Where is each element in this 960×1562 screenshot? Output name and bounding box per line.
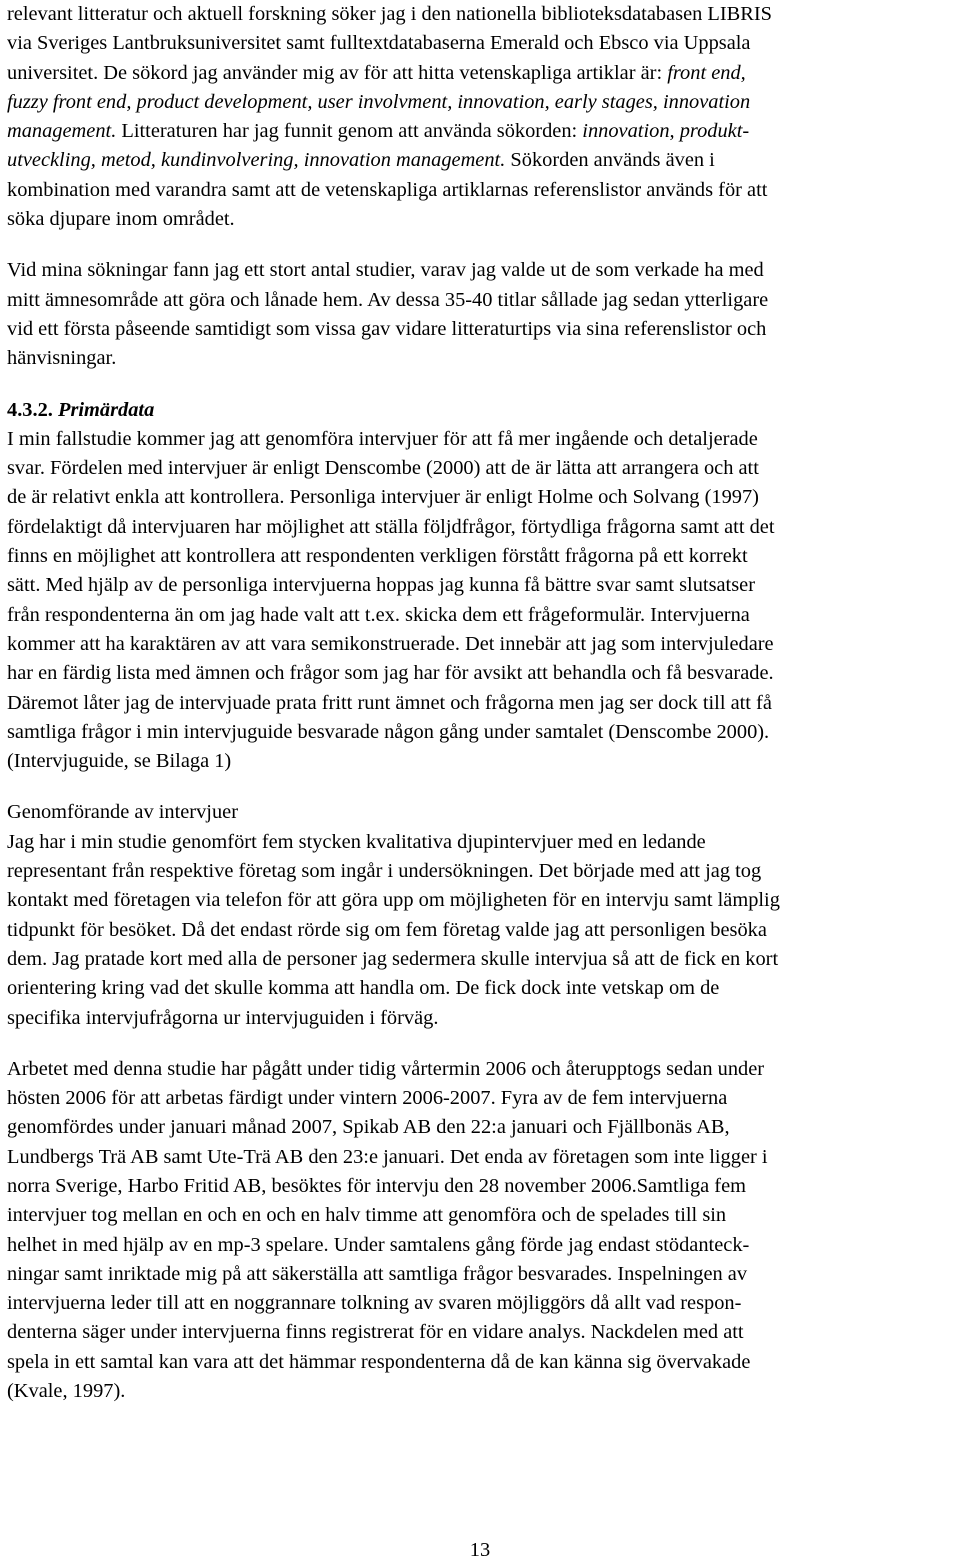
- text-line: [7, 117, 957, 146]
- text-run: representant från respektive företag som ingår i undersökningen. Det började med att jag tog: [7, 860, 762, 883]
- text-line: [7, 1201, 957, 1230]
- text-run: denterna säger under intervjuerna finns registrerat för en vidare analys. Nackdelen med att: [7, 1321, 744, 1344]
- section-number: 4.3.2.: [7, 398, 53, 421]
- text-line: [7, 176, 957, 205]
- text-run: I min fallstudie kommer jag att genomföra intervjuer för att få mer ingående och detaljerade: [7, 427, 758, 450]
- text-run: intervjuerna leder till att en noggrannare tolkning av svaren möjliggörs då allt vad respon-: [7, 1292, 742, 1315]
- text-line: [7, 571, 957, 600]
- text-line: [7, 747, 957, 776]
- text-run: specifika intervjufrågorna ur intervjuguiden i förväg.: [7, 1006, 439, 1029]
- text-run: (Intervjuguide, se Bilaga 1): [7, 750, 232, 773]
- text-line: [7, 974, 957, 1003]
- text-run: vid ett första påseende samtidigt som vissa gav vidare litteraturtips via sina referenslistor och: [7, 317, 767, 340]
- paragraph-search-results: [7, 256, 957, 373]
- text-line: [7, 886, 957, 915]
- text-run: universitet. De sökord jag använder mig av för att hitta vetenskapliga artiklar är:: [7, 61, 668, 84]
- text-line: [7, 513, 957, 542]
- italic-text: management.: [7, 120, 117, 143]
- text-run: hänvisningar.: [7, 347, 117, 370]
- text-line: [7, 916, 957, 945]
- text-line: [7, 1318, 957, 1347]
- text-run: söka djupare inom området.: [7, 208, 235, 231]
- text-run: tidpunkt för besöket. Då det endast rörde sig om fem företag valde jag att personligen besöka: [7, 918, 767, 941]
- text-run: samtliga frågor i min intervjuguide besvarade någon gång under samtalet (Denscombe 2000).: [7, 720, 770, 743]
- text-run: Sökorden används även i: [505, 149, 715, 172]
- text-line: [7, 29, 957, 58]
- text-run: orientering kring vad det skulle komma att handla om. De fick dock inte vetskap om de: [7, 977, 720, 1000]
- text-line: [7, 1143, 957, 1172]
- text-line: [7, 454, 957, 483]
- text-run: genomfördes under januari månad 2007, Spikab AB den 22:a januari och Fjällbonäs AB,: [7, 1116, 730, 1139]
- text-run: kommer att ha karaktären av att vara semikonstruerade. Det innebär att jag som intervjuledare: [7, 632, 774, 655]
- text-run: ningar samt inriktade mig på att säkerställa att samtliga frågor besvarades. Inspelningen av: [7, 1262, 748, 1285]
- text-run: Däremot låter jag de intervjuade prata fritt runt ämnet och frågorna men jag ser dock till att få: [7, 691, 772, 714]
- paragraph-study-timeline: [7, 1055, 957, 1407]
- text-run: Litteraturen har jag funnit genom att använda sökorden:: [116, 120, 583, 143]
- text-line: [7, 205, 957, 234]
- text-line: [7, 1113, 957, 1142]
- text-line: [7, 857, 957, 886]
- text-line: [7, 1055, 957, 1084]
- text-line: [7, 256, 957, 285]
- text-run: fördelaktigt då intervjuaren har möjlighet att ställa följdfrågor, förtydliga frågorna samt att det: [7, 515, 775, 538]
- text-line: [7, 1289, 957, 1318]
- text-line: [7, 1377, 957, 1406]
- text-run: via Sveriges Lantbruksuniversitet samt fulltextdatabaserna Emerald och Ebsco via Uppsala: [7, 32, 751, 55]
- text-line: [7, 425, 957, 454]
- text-line: [7, 344, 957, 373]
- text-line: [7, 1348, 957, 1377]
- text-run: de är relativt enkla att kontrollera. Personliga intervjuer är enligt Holme och Solvang (1997): [7, 486, 759, 509]
- text-run: svar. Fördelen med intervjuer är enligt Denscombe (2000) att de är lätta att arrangera och att: [7, 457, 759, 480]
- text-line: [7, 1231, 957, 1260]
- paragraph-primary-data: [7, 425, 957, 777]
- page-number: 13: [469, 1539, 491, 1561]
- paragraph-interview-execution: [7, 828, 957, 1033]
- text-line: [7, 945, 957, 974]
- italic-text: utveckling, metod, kundinvolvering, innovation management.: [7, 149, 506, 172]
- subheading-interviews: Genomförande av intervjuer: [7, 801, 238, 824]
- text-run: Jag har i min studie genomfört fem stycken kvalitativa djupintervjuer med en ledande: [7, 830, 706, 853]
- italic-text: front end,: [667, 61, 746, 84]
- text-run: norra Sverige, Harbo Fritid AB, besöktes för intervju den 28 november 2006.Samtliga fem: [7, 1174, 747, 1197]
- text-run: från respondenterna än om jag hade valt att t.ex. skicka dem ett frågeformulär. Intervjuerna: [7, 603, 750, 626]
- text-line: [7, 630, 957, 659]
- text-run: helhet in med hjälp av en mp-3 spelare. Under samtalens gång förde jag endast stödanteck-: [7, 1233, 750, 1256]
- text-line: [7, 659, 957, 688]
- text-line: [7, 601, 957, 630]
- text-line: [7, 718, 957, 747]
- text-line: [7, 315, 957, 344]
- document-page: [7, 0, 957, 1406]
- text-run: Vid mina sökningar fann jag ett stort antal studier, varav jag valde ut de som verkade ha med: [7, 259, 764, 282]
- text-run: Lundbergs Trä AB samt Ute-Trä AB den 23:e januari. Det enda av företagen som inte ligger i: [7, 1145, 768, 1168]
- text-run: finns en möjlighet att kontrollera att respondenten verkligen förstått frågorna på ett korrekt: [7, 545, 748, 568]
- text-line: [7, 286, 957, 315]
- text-run: kombination med varandra samt att de vetenskapliga artiklarnas referenslistor används för att: [7, 178, 768, 201]
- text-run: kontakt med företagen via telefon för att göra upp om möjligheten för en intervju samt lämplig: [7, 889, 780, 912]
- text-run: mitt ämnesområde att göra och lånade hem. Av dessa 35-40 titlar sållade jag sedan ytterligare: [7, 288, 769, 311]
- paragraph-literature-search: [7, 0, 957, 234]
- italic-text: fuzzy front end, product development, user involvment, innovation, early stages, innovation: [7, 90, 751, 113]
- text-line: [7, 1084, 957, 1113]
- italic-text: innovation, produkt-: [582, 120, 750, 143]
- text-line: [7, 689, 957, 718]
- text-run: intervjuer tog mellan en och en och en halv timme att genomföra och de spelades till sin: [7, 1204, 727, 1227]
- section-title: Primärdata: [58, 398, 155, 421]
- text-run: sätt. Med hjälp av de personliga intervjuerna hoppas jag kunna få bättre svar samt slutsatser: [7, 574, 756, 597]
- text-line: [7, 88, 957, 117]
- text-line: [7, 828, 957, 857]
- text-run: Arbetet med denna studie har pågått under tidig vårtermin 2006 och återupptogs sedan under: [7, 1057, 765, 1080]
- text-line: [7, 59, 957, 88]
- text-run: spela in ett samtal kan vara att det hämmar respondenterna då de kan känna sig övervakade: [7, 1350, 751, 1373]
- text-run: relevant litteratur och aktuell forskning söker jag i den nationella biblioteksdatabasen LIBRIS: [7, 3, 772, 25]
- text-run: har en färdig lista med ämnen och frågor som jag har för avsikt att behandla och få besvarade.: [7, 662, 774, 685]
- text-line: [7, 483, 957, 512]
- text-run: hösten 2006 för att arbetas färdigt under vintern 2006-2007. Fyra av de fem intervjuerna: [7, 1087, 728, 1110]
- text-line: [7, 1260, 957, 1289]
- text-run: dem. Jag pratade kort med alla de personer jag sedermera skulle intervjua så att de fick en kort: [7, 947, 779, 970]
- text-line: [7, 1172, 957, 1201]
- text-line: [7, 0, 957, 29]
- text-line: [7, 1004, 957, 1033]
- text-line: [7, 146, 957, 175]
- text-run: (Kvale, 1997).: [7, 1380, 126, 1403]
- section-heading: [7, 396, 957, 425]
- text-line: [7, 542, 957, 571]
